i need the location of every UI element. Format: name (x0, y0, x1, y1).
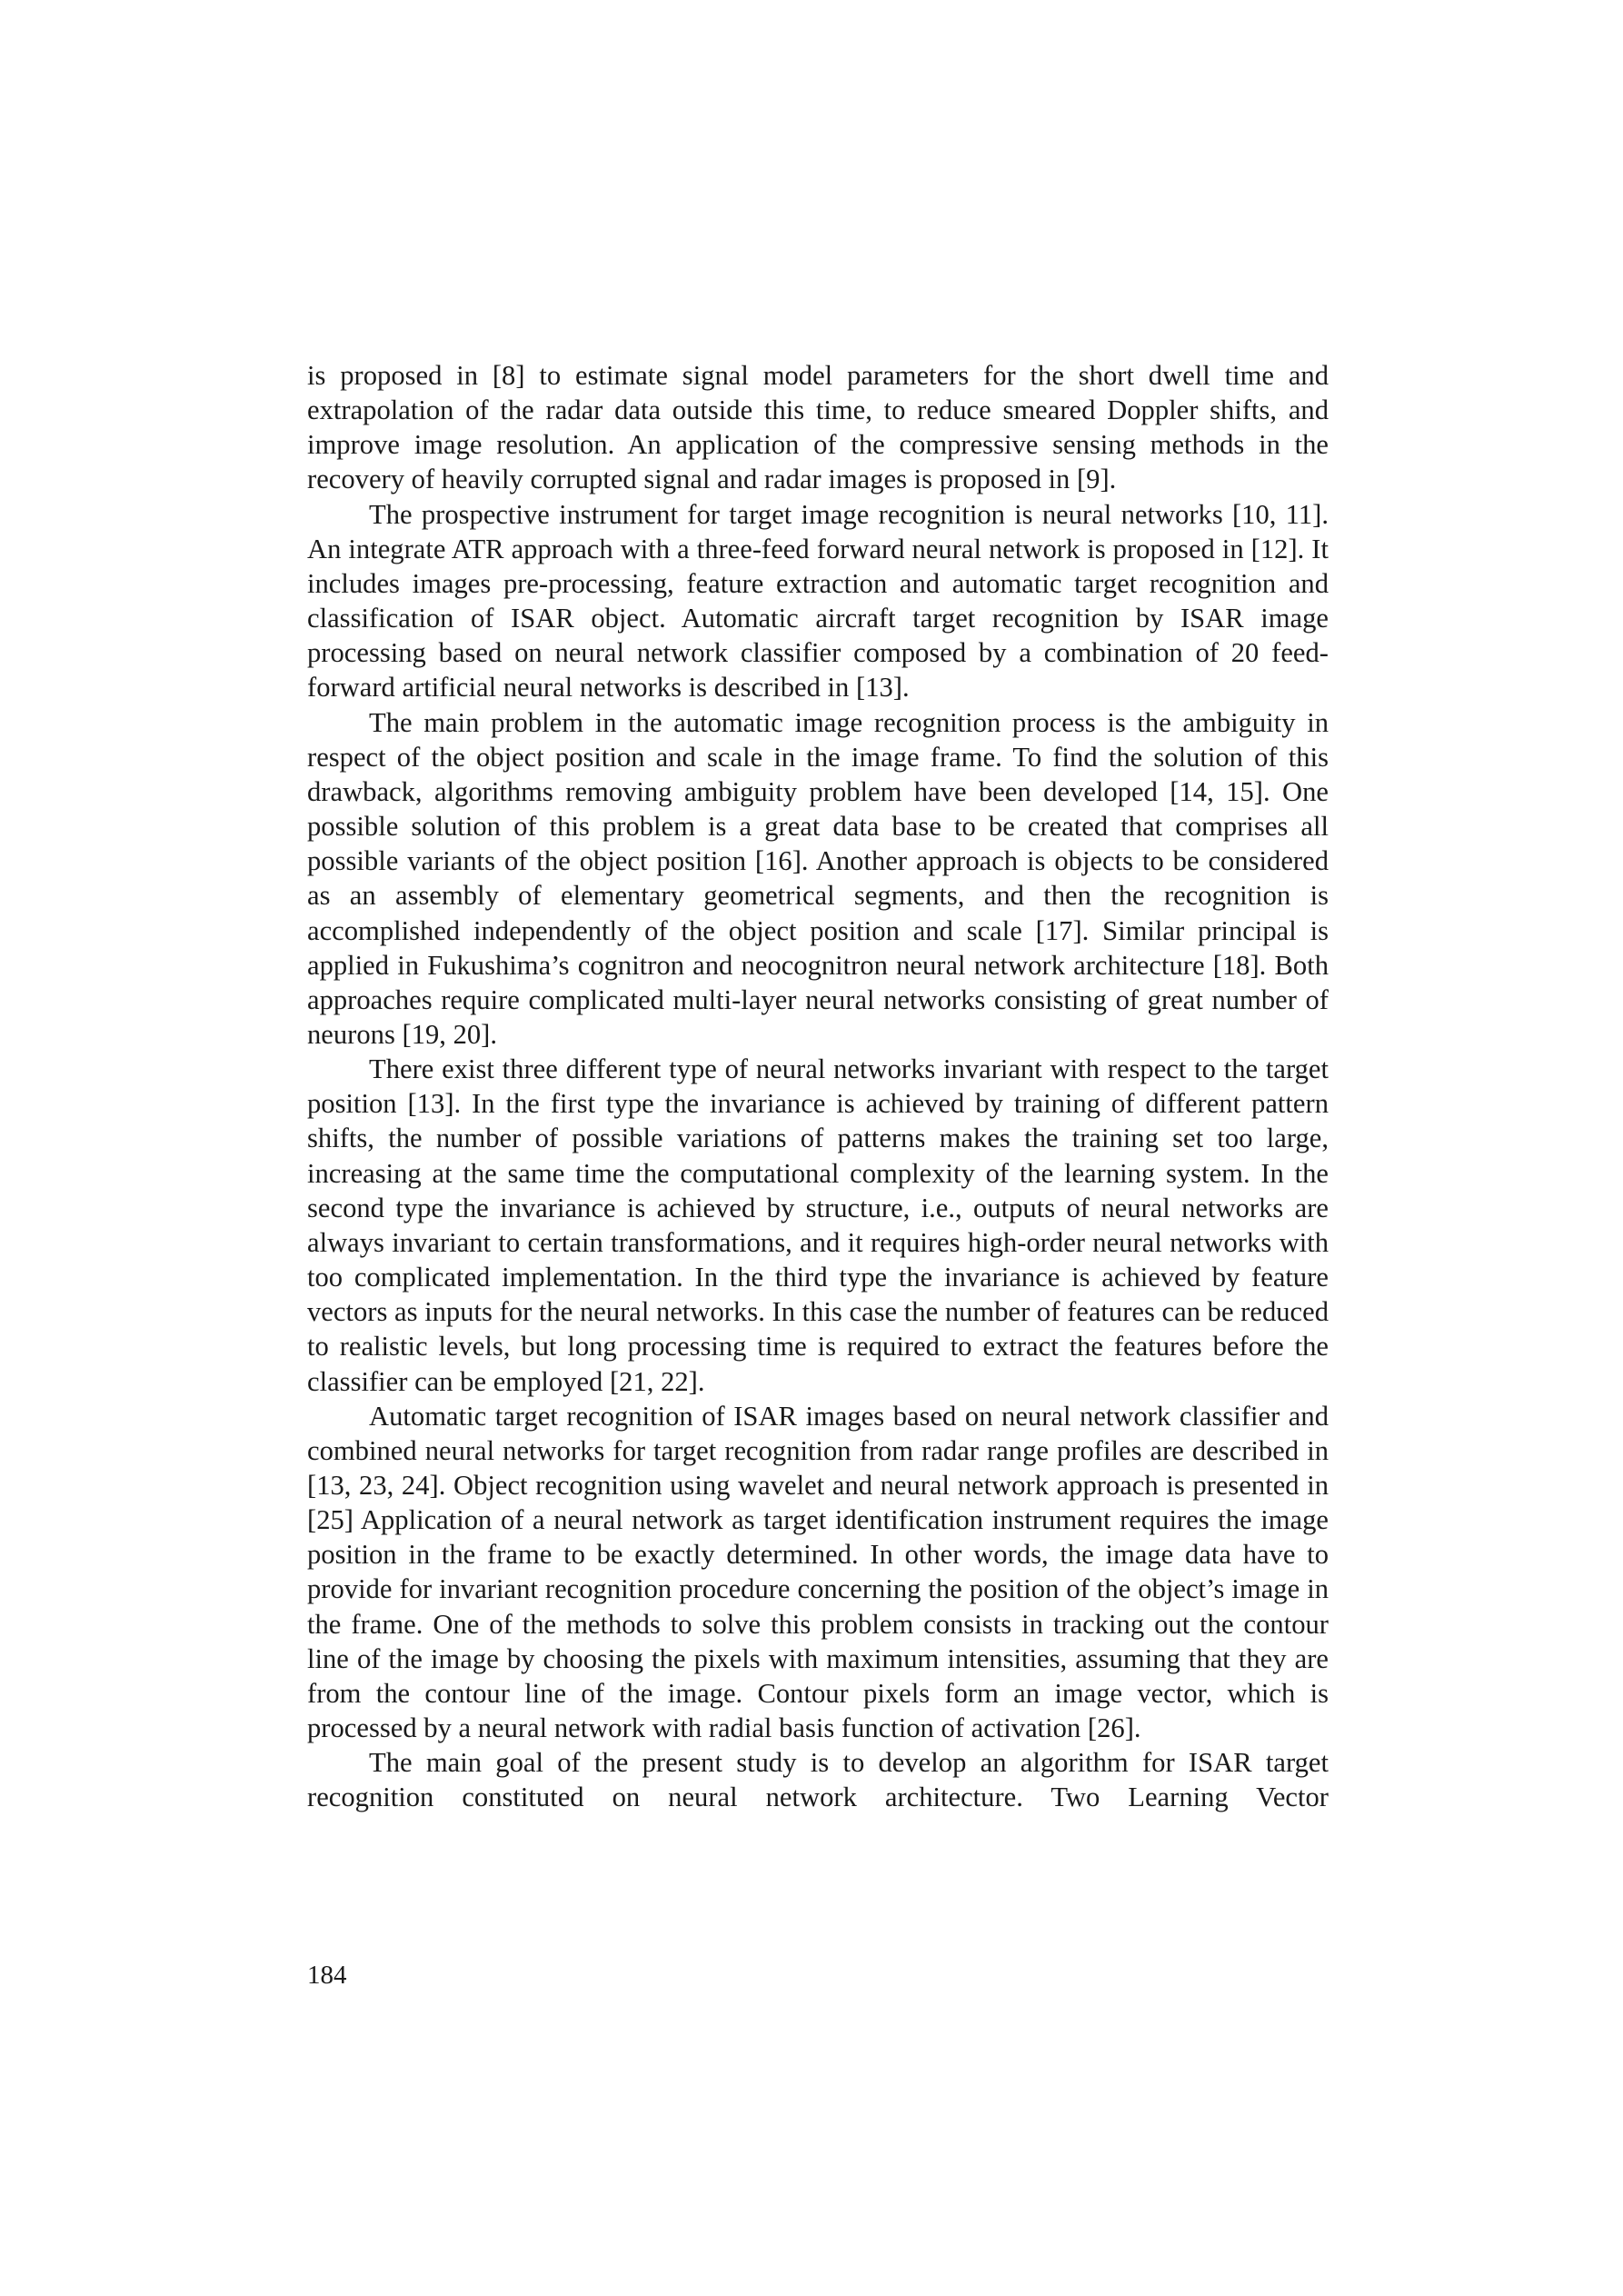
page-body (307, 358, 1329, 1815)
paragraph-4: There exist three different type of neural networks invariant with respect to the target position [13]. In the first type the invariance is achieved by training of different pattern shifts, the number of possible variations of patterns makes the training set too large, increasing at the same time the computational complexity of the learning system. In the second type the invariance is achieved by structure, i.e., outputs of neural networks are always invariant to certain transformations, and it requires high-order neural networks with too complicated implementation. In the third type the invariance is achieved by feature vectors as inputs for the neural networks. In this case the number of features can be reduced to realistic levels, but long processing time is required to extract the features before the classifier can be employed [21, 22]. (307, 1053, 1329, 1397)
paragraph-2: The prospective instrument for target image recognition is neural networks [10, 11]. An integrate ATR approach with a three-feed forward neural network is proposed in [12]. It includes images pre-processing, feature extraction and automatic target recognition and classification of ISAR object. Automatic aircraft target recognition by ISAR image processing based on neural network classifier composed by a combination of 20 feed-forward artificial neural networks is described in [13]. (307, 498, 1329, 704)
page-number: 184 (307, 1961, 347, 1990)
paragraph-3: The main problem in the automatic image recognition process is the ambiguity in respect of the object position and scale in the image frame. To find the solution of this drawback, algorithms removing ambiguity problem have been developed [14, 15]. One possible solution of this problem is a great data base to be created that comprises all possible variants of the object position [16]. Another approach is objects to be considered as an assembly of elementary geometrical segments, and then the recognition is accomplished independently of the object position and scale [17]. Similar principal is applied in Fukushima’s cognitron and neocognitron neural network architecture [18]. Both approaches require complicated multi-layer neural networks consisting of great number of neurons [19, 20]. (307, 706, 1329, 1050)
paragraph-5: Automatic target recognition of ISAR images based on neural network classifier and combined neural networks for target recognition from radar range profiles are described in [13, 23, 24]. Object recognition using wavelet and neural network approach is presented in [25] Application of a neural network as target identification instrument requires the image position in the frame to be exactly determined. In other words, the image data have to provide for invariant recognition procedure concerning the position of the object’s image in the frame. One of the methods to solve this problem consists in tracking out the contour line of the image by choosing the pixels with maximum intensities, assuming that they are from the contour line of the image. Contour pixels form an image vector, which is processed by a neural network with radial basis function of activation [26]. (307, 1400, 1329, 1744)
paragraph-1: is proposed in [8] to estimate signal model parameters for the short dwell time and extrapolation of the radar data outside this time, to reduce smeared Doppler shifts, and improve image resolution. An application of the compressive sensing methods in the recovery of heavily corrupted signal and radar images is proposed in [9]. (307, 360, 1329, 495)
paragraph-6: The main goal of the present study is to develop an algorithm for ISAR target recognition constituted on neural network architecture. Two Learning Vector (307, 1747, 1329, 1813)
